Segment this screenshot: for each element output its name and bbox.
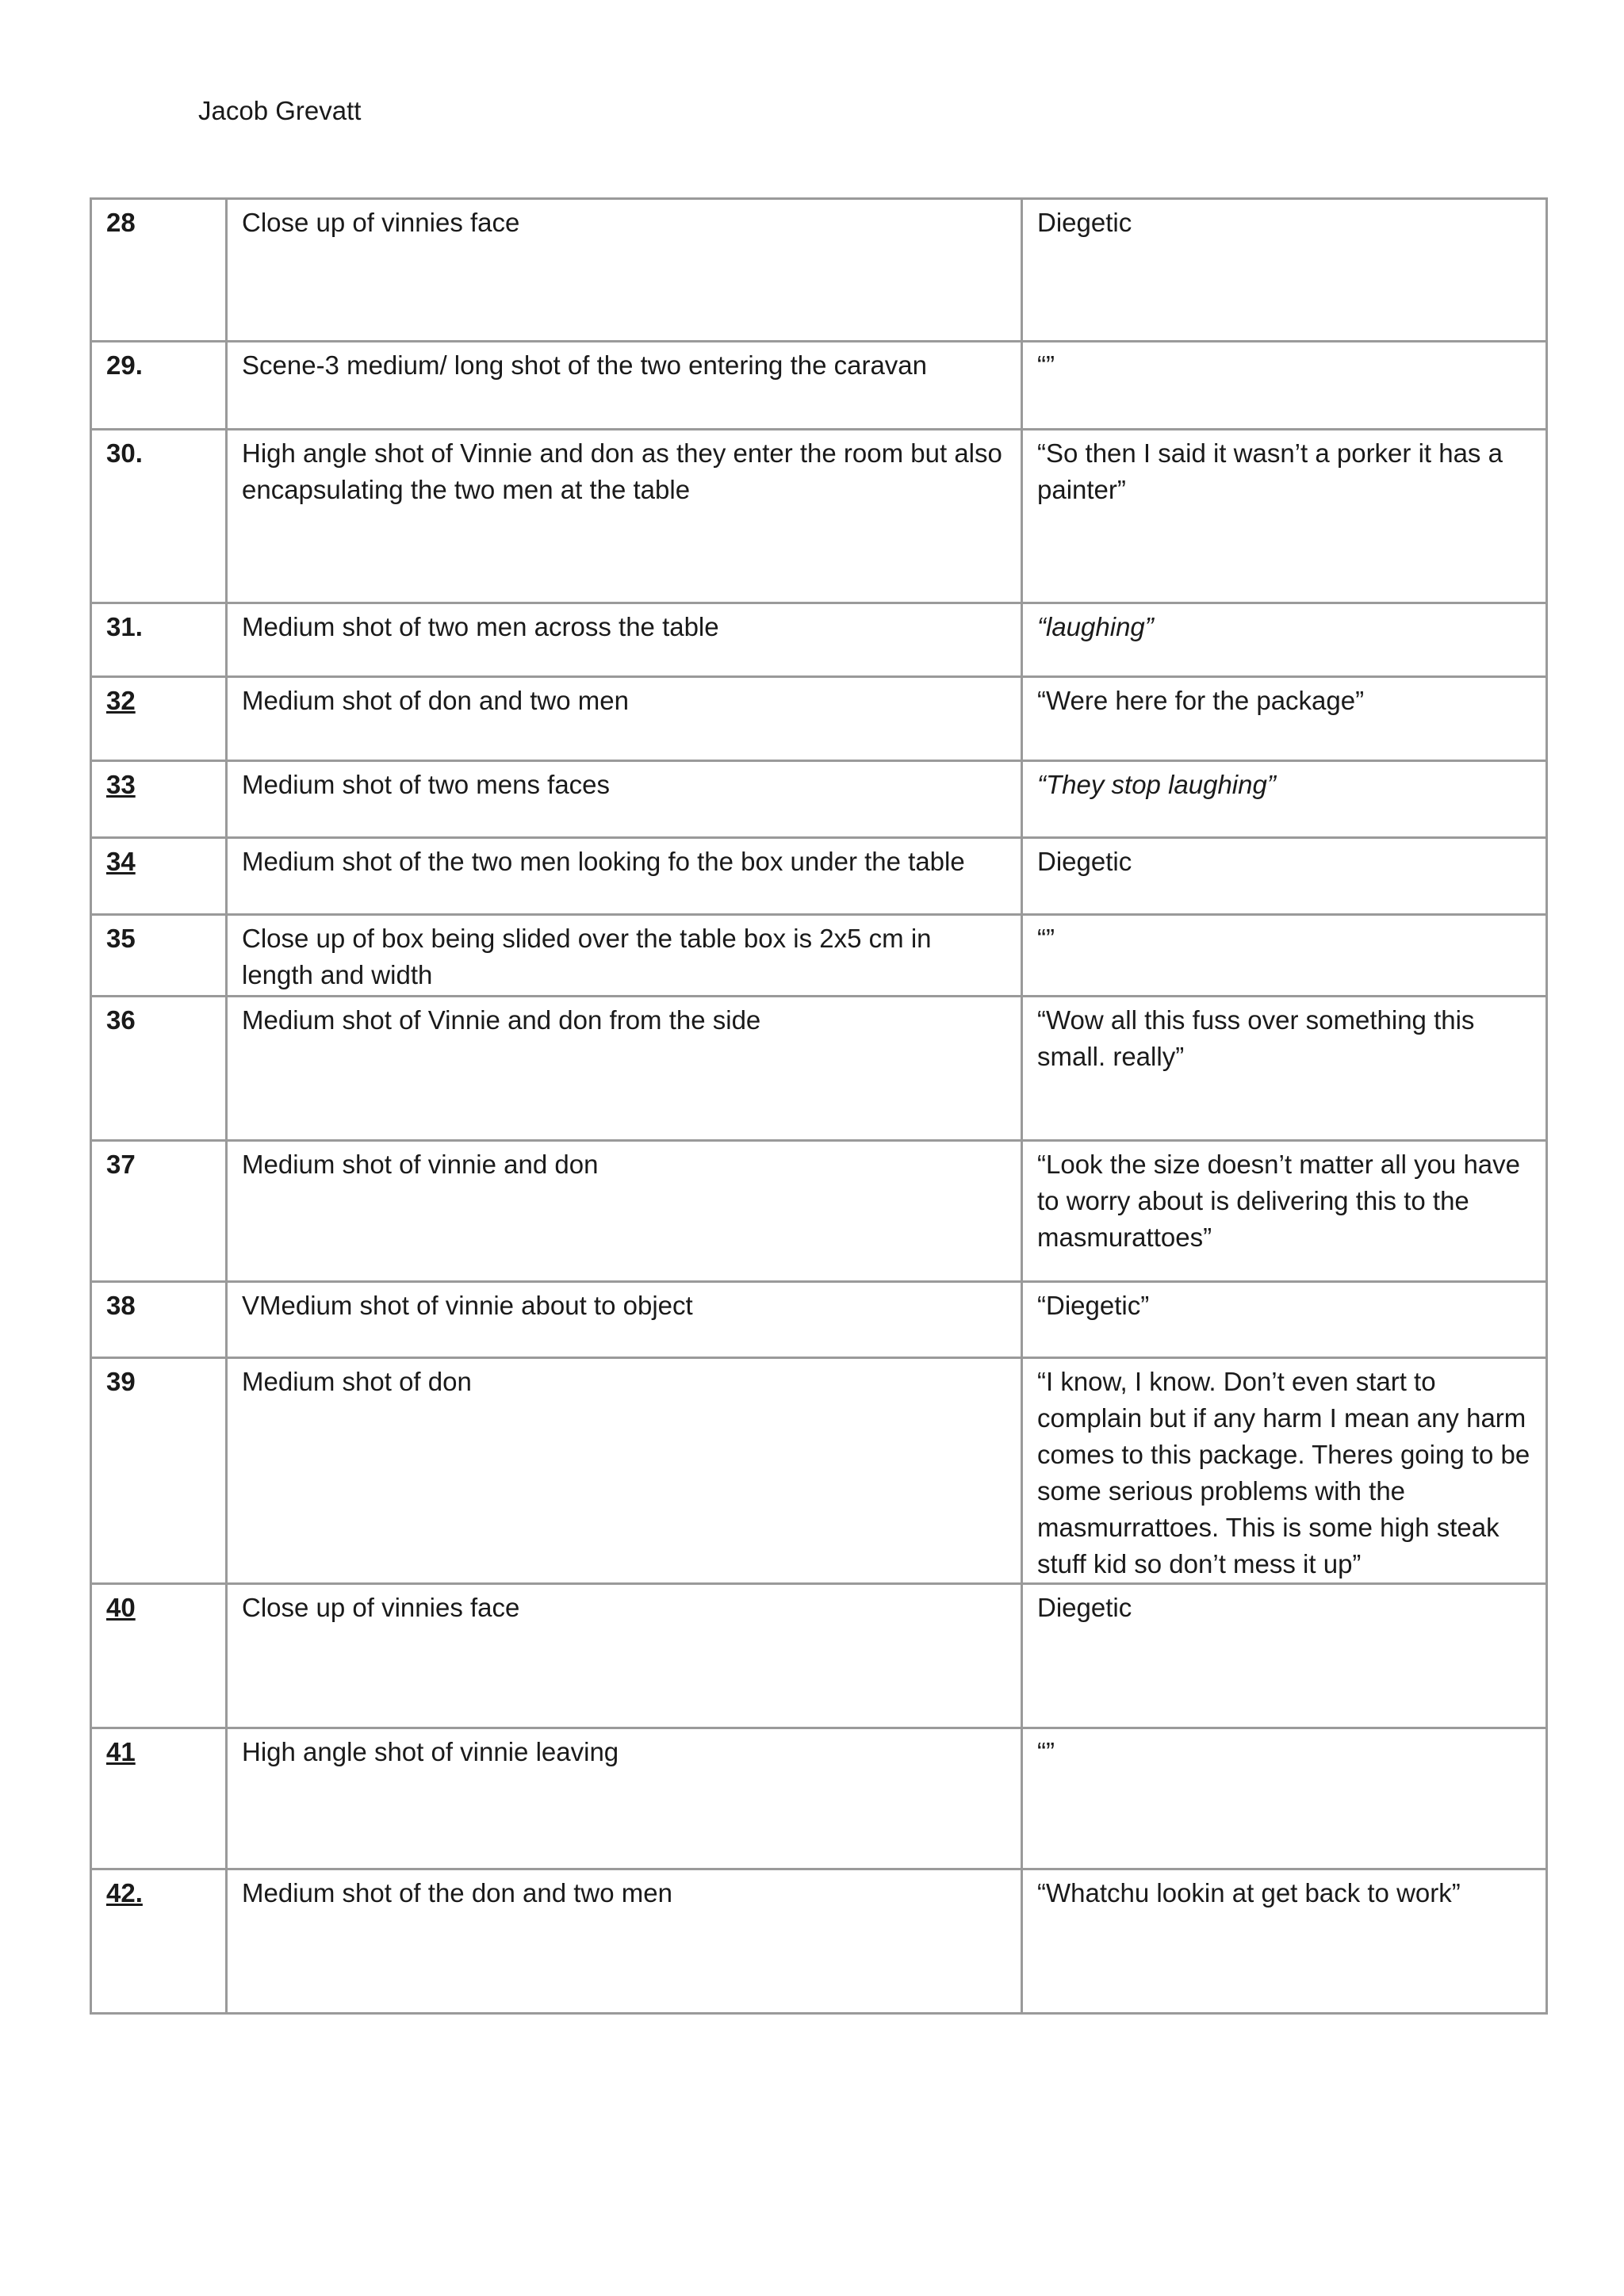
shot-sound: “” xyxy=(1022,1728,1547,1869)
shot-number: 34 xyxy=(91,838,227,915)
shot-number: 31. xyxy=(91,603,227,677)
shot-description: Medium shot of don xyxy=(227,1358,1022,1584)
table-row xyxy=(91,838,1547,915)
shot-number: 38 xyxy=(91,1282,227,1358)
shot-number: 33 xyxy=(91,761,227,838)
shot-sound: “Diegetic” xyxy=(1022,1282,1547,1358)
table-row xyxy=(91,1869,1547,2014)
shot-sound: “” xyxy=(1022,915,1547,997)
shot-number: 29. xyxy=(91,342,227,430)
shot-number: 40 xyxy=(91,1584,227,1728)
shot-number: 30. xyxy=(91,430,227,603)
shot-description: Medium shot of the two men looking fo the box under the table xyxy=(227,838,1022,915)
shot-sound: “laughing” xyxy=(1022,603,1547,677)
author-name: Jacob Grevatt xyxy=(198,96,362,125)
shot-number: 42. xyxy=(91,1869,227,2014)
shot-number: 32 xyxy=(91,677,227,761)
table-row xyxy=(91,1141,1547,1282)
shot-description: Close up of vinnies face xyxy=(227,199,1022,342)
shot-number: 41 xyxy=(91,1728,227,1869)
table-row xyxy=(91,997,1547,1141)
shot-number: 28 xyxy=(91,199,227,342)
table-row xyxy=(91,677,1547,761)
shot-sound: “Wow all this fuss over something this small. really” xyxy=(1022,997,1547,1141)
shot-description: High angle shot of Vinnie and don as they enter the room but also encapsulating the two men at the table xyxy=(227,430,1022,603)
table-row xyxy=(91,1728,1547,1869)
table-row xyxy=(91,1282,1547,1358)
shot-number: 37 xyxy=(91,1141,227,1282)
table-row xyxy=(91,761,1547,838)
table-row xyxy=(91,199,1547,342)
shot-number: 35 xyxy=(91,915,227,997)
table-row xyxy=(91,603,1547,677)
shot-number: 39 xyxy=(91,1358,227,1584)
shot-description: High angle shot of vinnie leaving xyxy=(227,1728,1022,1869)
shot-sound: “Whatchu lookin at get back to work” xyxy=(1022,1869,1547,2014)
table-row xyxy=(91,430,1547,603)
shot-description: Medium shot of two men across the table xyxy=(227,603,1022,677)
shot-sound: “” xyxy=(1022,342,1547,430)
shot-sound: “They stop laughing” xyxy=(1022,761,1547,838)
shot-description: Scene-3 medium/ long shot of the two entering the caravan xyxy=(227,342,1022,430)
shot-description: Medium shot of two mens faces xyxy=(227,761,1022,838)
shot-description: VMedium shot of vinnie about to object xyxy=(227,1282,1022,1358)
shot-description: Medium shot of don and two men xyxy=(227,677,1022,761)
shot-description: Medium shot of Vinnie and don from the side xyxy=(227,997,1022,1141)
storyboard-table xyxy=(90,197,1548,2015)
table-row xyxy=(91,1358,1547,1584)
shot-description: Close up of box being slided over the table box is 2x5 cm in length and width xyxy=(227,915,1022,997)
shot-sound: “So then I said it wasn’t a porker it has a painter” xyxy=(1022,430,1547,603)
table-row xyxy=(91,1584,1547,1728)
shot-sound: “Were here for the package” xyxy=(1022,677,1547,761)
shot-description: Medium shot of vinnie and don xyxy=(227,1141,1022,1282)
shot-number: 36 xyxy=(91,997,227,1141)
table-row xyxy=(91,915,1547,997)
shot-description: Close up of vinnies face xyxy=(227,1584,1022,1728)
shot-sound: “I know, I know. Don’t even start to complain but if any harm I mean any harm comes to this package. Theres going to be some serious problems with the masmurrattoes. This is some high steak stuff kid so don’t mess it up” xyxy=(1022,1358,1547,1584)
shot-sound: Diegetic xyxy=(1022,1584,1547,1728)
shot-sound: “Look the size doesn’t matter all you have to worry about is delivering this to the masmurattoes” xyxy=(1022,1141,1547,1282)
shot-sound: Diegetic xyxy=(1022,199,1547,342)
shot-sound: Diegetic xyxy=(1022,838,1547,915)
table-row xyxy=(91,342,1547,430)
shot-description: Medium shot of the don and two men xyxy=(227,1869,1022,2014)
